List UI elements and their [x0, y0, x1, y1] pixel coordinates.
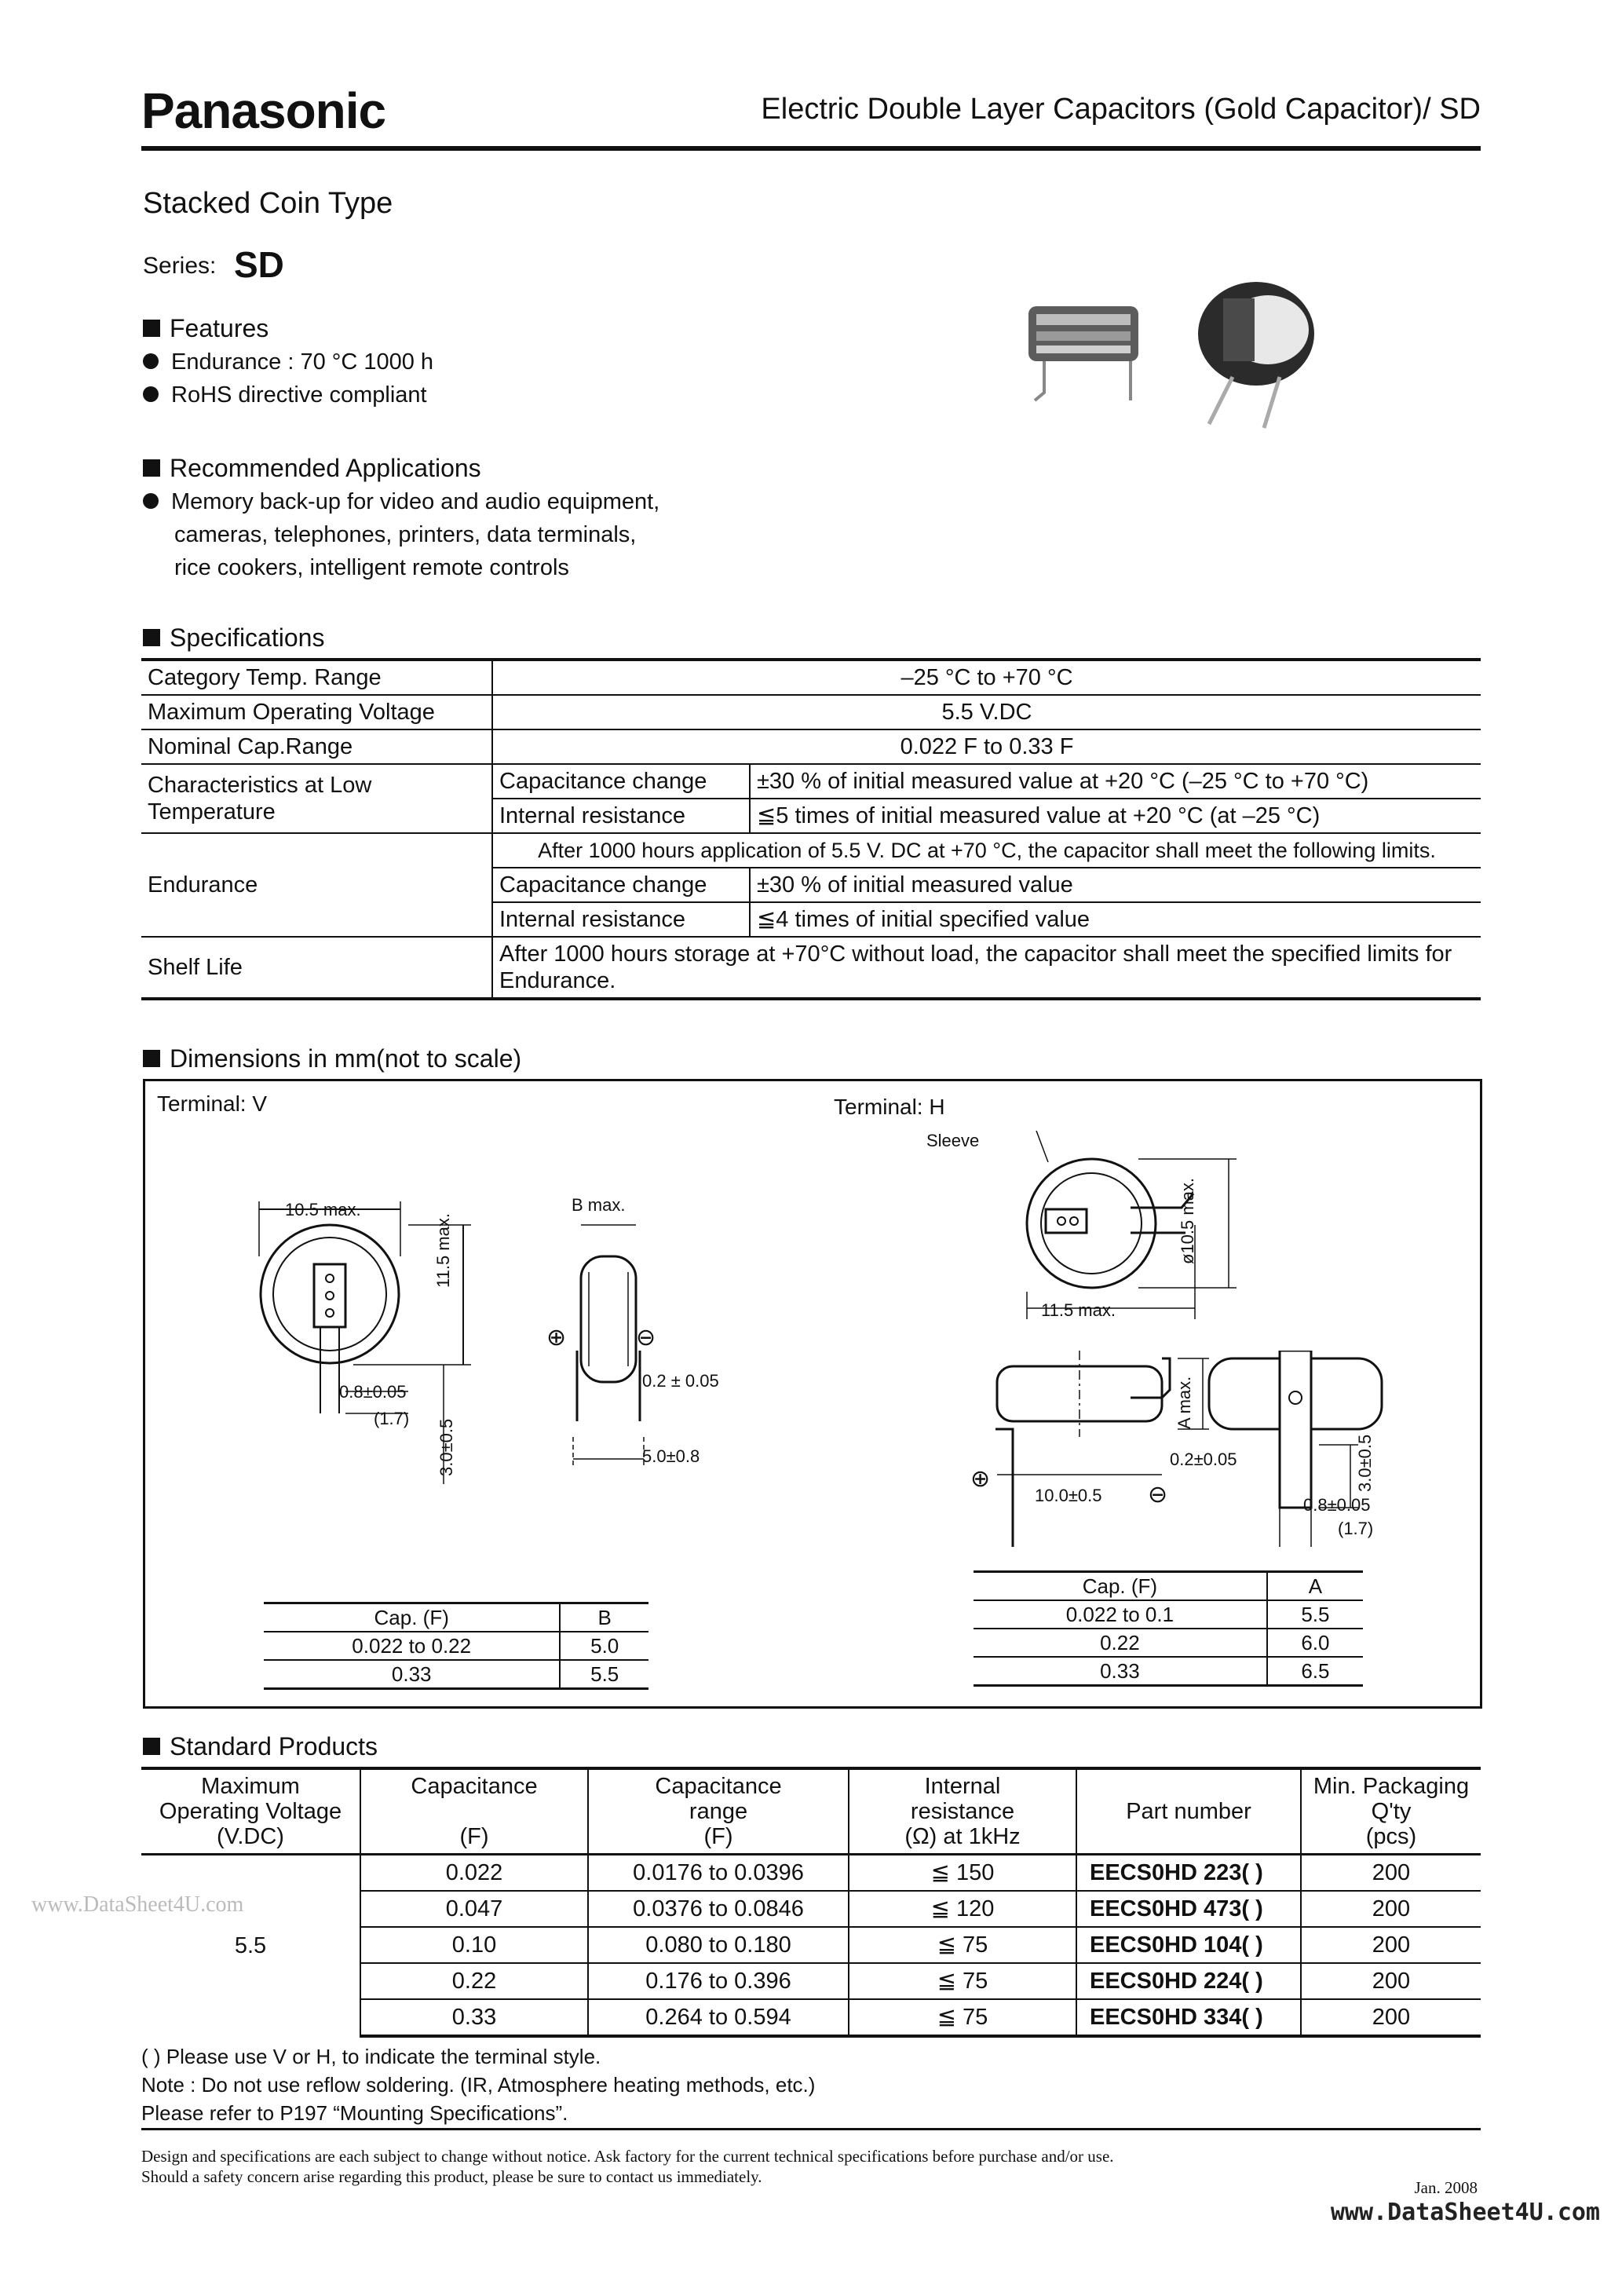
dim-pin-pitch: (1.7): [374, 1409, 410, 1428]
table-row: 0.22 6.0: [974, 1629, 1363, 1657]
watermark-left: www.DataSheet4U.com: [31, 1892, 244, 1917]
table-row: 0.10 0.080 to 0.180 ≦ 75 EECS0HD 104( ) 200: [141, 1927, 1481, 1963]
table-row: [141, 729, 1481, 764]
list-item: Endurance : 70 °C 1000 h: [143, 345, 433, 378]
spec-label: Maximum Operating Voltage: [141, 695, 492, 729]
table-row: 5.5 0.022 0.0176 to 0.0396 ≦ 150 EECS0HD 223( ) 200: [141, 1855, 1481, 1892]
spec-sublabel: Capacitance change: [492, 764, 750, 799]
table-row: [141, 695, 1481, 729]
dim-b: B max.: [572, 1195, 626, 1215]
terminal-h-top-drawing: [974, 1131, 1272, 1335]
col-resistance: Internal resistance (Ω) at 1kHz: [849, 1768, 1076, 1855]
spec-label: Shelf Life: [141, 937, 492, 999]
standard-products-heading: Standard Products: [143, 1732, 378, 1761]
dimension-table-a: [974, 1570, 1363, 1687]
col-packaging: Min. Packaging Q'ty (pcs): [1301, 1768, 1481, 1855]
col-part-number: Part number: [1076, 1768, 1301, 1855]
table-row: [141, 937, 1481, 999]
features-heading: Features: [143, 314, 269, 343]
square-bullet-icon: [143, 1738, 160, 1755]
minus-terminal-icon: ⊖: [636, 1325, 656, 1351]
header-rule: [141, 146, 1481, 151]
list-item: RoHS directive compliant: [143, 378, 433, 411]
product-photo: [1013, 267, 1366, 440]
applications-list: [143, 485, 659, 584]
features-list: [143, 345, 433, 411]
col-capacitance: Capacitance (F): [360, 1768, 588, 1855]
dim-h-width: 11.5 max.: [1041, 1300, 1116, 1320]
applications-heading: Recommended Applications: [143, 454, 481, 483]
note-line: Please refer to P197 “Mounting Specifications”.: [141, 2101, 568, 2125]
table-row: 0.33 5.5: [264, 1660, 648, 1689]
footer-safety: Should a safety concern arise regarding this product, please be sure to contact us immediately.: [141, 2167, 762, 2186]
dim-a: A max.: [1174, 1376, 1194, 1429]
dim-width: 10.5 max.: [285, 1200, 361, 1219]
table-row: 0.33 6.5: [974, 1657, 1363, 1686]
dim-pin-width: 0.8±0.05: [339, 1382, 407, 1402]
dim-diameter: ø10.5 max.: [1178, 1177, 1197, 1264]
spec-value: ±30 % of initial measured value: [750, 868, 1481, 902]
table-row: 0.22 0.176 to 0.396 ≦ 75 EECS0HD 224( ) 200: [141, 1963, 1481, 1999]
spec-value: ±30 % of initial measured value at +20 °C (–25 °C to +70 °C): [750, 764, 1481, 799]
specifications-table: [141, 658, 1481, 1000]
spec-sublabel: Capacitance change: [492, 868, 750, 902]
dim-h-pin-pitch: (1.7): [1338, 1519, 1374, 1538]
dim-h-lead-thickness: 0.2±0.05: [1170, 1450, 1237, 1469]
plus-terminal-icon: ⊕: [546, 1325, 567, 1351]
table-row: Cap. (F) B: [264, 1603, 648, 1632]
spec-value: After 1000 hours application of 5.5 V. DC at +70 °C, the capacitor shall meet the following limits.: [492, 833, 1481, 868]
dim-height: 11.5 max.: [433, 1213, 453, 1288]
table-row: Cap. (F) A: [974, 1572, 1363, 1601]
spec-value: ≦4 times of initial specified value: [750, 902, 1481, 937]
list-item-cont: rice cookers, intelligent remote controls: [174, 555, 569, 580]
spec-value: 0.022 F to 0.33 F: [492, 729, 1481, 764]
footer-date: Jan. 2008: [1414, 2178, 1478, 2197]
list-item-cont: cameras, telephones, printers, data terminals,: [174, 522, 637, 547]
square-bullet-icon: [143, 1050, 160, 1067]
terminal-v-label: Terminal: V: [157, 1091, 268, 1116]
table-row: 0.047 0.0376 to 0.0846 ≦ 120 EECS0HD 473( ) 200: [141, 1891, 1481, 1927]
voltage-cell: 5.5: [141, 1855, 360, 2037]
specifications-heading: Specifications: [143, 623, 324, 653]
spec-label: Endurance: [141, 833, 492, 937]
minus-terminal-icon-h: ⊖: [1148, 1482, 1168, 1508]
spec-label: Category Temp. Range: [141, 660, 492, 695]
dimension-table-b: [264, 1602, 648, 1690]
table-row: [141, 764, 1481, 799]
document-title: Electric Double Layer Capacitors (Gold Capacitor)/ SD: [761, 93, 1481, 126]
spec-value: After 1000 hours storage at +70°C without load, the capacitor shall meet the specified limits for Endurance.: [492, 937, 1481, 999]
dim-h-lead-spacing: 10.0±0.5: [1035, 1486, 1102, 1505]
watermark-bottom[interactable]: www.DataSheet4U.com: [1330, 2199, 1600, 2226]
capacitor-angle-view: [1198, 282, 1314, 428]
spec-sublabel: Internal resistance: [492, 902, 750, 937]
table-row: 0.022 to 0.1 5.5: [974, 1600, 1363, 1629]
dim-lead-thickness: 0.2 ± 0.05: [642, 1371, 719, 1391]
spec-label: Characteristics at Low Temperature: [141, 764, 492, 833]
note-line: ( ) Please use V or H, to indicate the terminal style.: [141, 2045, 601, 2068]
footer-rule: [141, 2128, 1481, 2130]
footer-disclaimer: Design and specifications are each subject to change without notice. Ask factory for the current technical specifications before purchase and/or use.: [141, 2147, 1114, 2166]
col-range: Capacitance range (F): [588, 1768, 849, 1855]
plus-terminal-icon-h: ⊕: [970, 1466, 991, 1492]
table-row: [141, 833, 1481, 868]
dim-h-pin-length: 3.0±0.5: [1355, 1434, 1375, 1492]
terminal-h-label: Terminal: H: [834, 1095, 945, 1119]
sleeve-label: Sleeve: [926, 1131, 980, 1150]
table-header-row: [141, 1768, 1481, 1855]
square-bullet-icon: [143, 459, 160, 477]
bullet-icon: [143, 353, 159, 369]
spec-value: 5.5 V.DC: [492, 695, 1481, 729]
spec-value: ≦5 times of initial measured value at +20 °C (at –25 °C): [750, 799, 1481, 833]
dim-pin-length: 3.0±0.5: [437, 1418, 456, 1476]
col-voltage: Maximum Operating Voltage (V.DC): [141, 1768, 360, 1855]
note-line: Note : Do not use reflow soldering. (IR, Atmosphere heating methods, etc.): [141, 2073, 816, 2097]
capacitor-side-view: [1028, 306, 1138, 400]
series-label: Series:: [143, 253, 217, 279]
bullet-icon: [143, 493, 159, 509]
dim-h-pin-width: 0.8±0.05: [1303, 1495, 1371, 1515]
bullet-icon: [143, 386, 159, 402]
series-value: SD: [234, 244, 284, 285]
table-row: 0.33 0.264 to 0.594 ≦ 75 EECS0HD 334( ) 200: [141, 1999, 1481, 2036]
dimensions-heading: Dimensions in mm(not to scale): [143, 1044, 521, 1073]
product-type: Stacked Coin Type: [143, 187, 393, 220]
table-row: [141, 660, 1481, 695]
spec-sublabel: Internal resistance: [492, 799, 750, 833]
brand-logo: Panasonic: [141, 82, 386, 139]
standard-products-table: [141, 1767, 1481, 2038]
square-bullet-icon: [143, 629, 160, 646]
terminal-v-side-drawing: [542, 1209, 714, 1484]
spec-value: –25 °C to +70 °C: [492, 660, 1481, 695]
list-item: Memory back-up for video and audio equipment,: [143, 485, 659, 518]
dim-lead-spacing: 5.0±0.8: [642, 1446, 700, 1466]
square-bullet-icon: [143, 320, 160, 337]
spec-label: Nominal Cap.Range: [141, 729, 492, 764]
table-row: 0.022 to 0.22 5.0: [264, 1632, 648, 1660]
